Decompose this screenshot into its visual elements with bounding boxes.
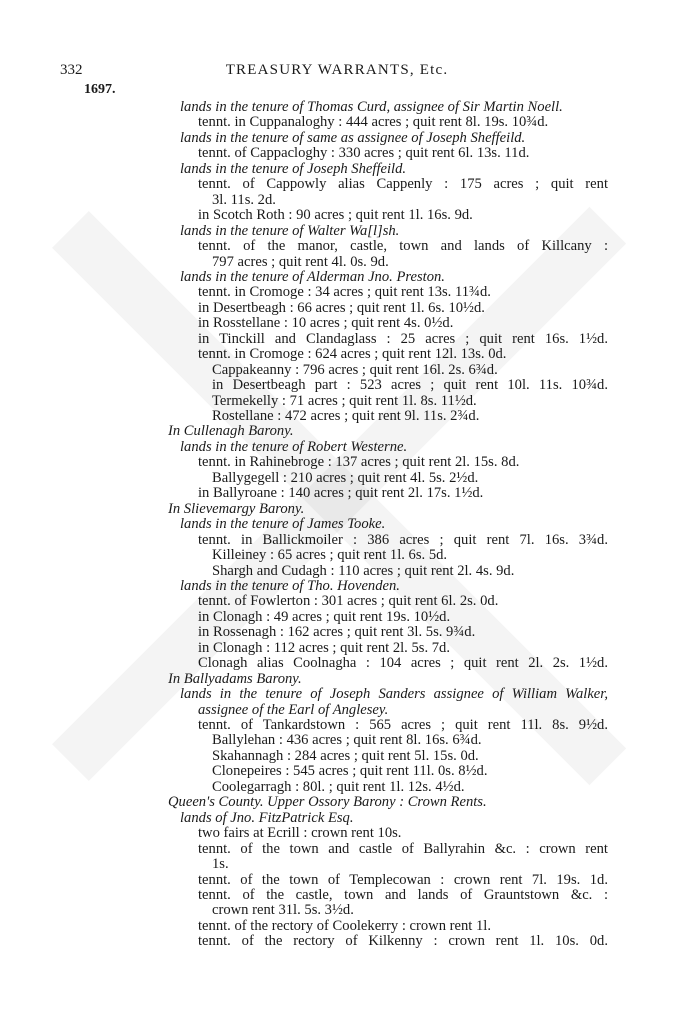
text-line: Clonagh alias Coolnagha : 104 acres ; quit rent 2l. 2s. 1½d. xyxy=(198,655,608,672)
year-margin-note: 1697. xyxy=(84,82,116,97)
text-line: crown rent 31l. 5s. 3½d. xyxy=(212,902,354,919)
text-line: tennt. of Cappowly alias Cappenly : 175 acres ; quit rent xyxy=(198,176,608,193)
text-line: In Cullenagh Barony. xyxy=(168,423,294,440)
text-line: in Clonagh : 49 acres ; quit rent 19s. 10½d. xyxy=(198,608,451,625)
text-line: 797 acres ; quit rent 4l. 0s. 9d. xyxy=(212,253,389,270)
text-line: Termekelly : 71 acres ; quit rent 1l. 8s. 11½d. xyxy=(212,392,477,409)
text-line: Clonepeires : 545 acres ; quit rent 11l. 0s. 8½d. xyxy=(212,763,488,780)
text-line: in Tinckill and Clandaglass : 25 acres ; quit rent 16s. 1½d. xyxy=(198,330,608,347)
text-line: 3l. 11s. 2d. xyxy=(212,191,276,208)
text-line: lands in the tenure of Alderman Jno. Preston. xyxy=(180,268,445,285)
text-line: in Ballyroane : 140 acres ; quit rent 2l. 17s. 1½d. xyxy=(198,485,484,502)
text-line: tennt. in Rahinebroge : 137 acres ; quit rent 2l. 15s. 8d. xyxy=(198,454,520,471)
text-line: tennt. of the manor, castle, town and lands of Killcany : xyxy=(198,238,608,255)
text-line: tennt. in Ballickmoiler : 386 acres ; quit rent 7l. 16s. 3¾d. xyxy=(198,531,608,548)
text-line: tennt. of the rectory of Coolekerry : crown rent 1l. xyxy=(198,917,491,934)
text-line: Queen's County. Upper Ossory Barony : Crown Rents. xyxy=(168,794,487,811)
text-line: Shargh and Cudagh : 110 acres ; quit rent 2l. 4s. 9d. xyxy=(212,562,515,579)
text-line: lands of Jno. FitzPatrick Esq. xyxy=(180,809,354,826)
text-line: in Rosstellane : 10 acres ; quit rent 4s. 0½d. xyxy=(198,315,454,332)
text-line: Coolegarragh : 80l. ; quit rent 1l. 12s. 4½d. xyxy=(212,778,465,795)
text-line: lands in the tenure of same as assignee of Joseph Sheffeild. xyxy=(180,129,526,146)
text-line: Ballygegell : 210 acres ; quit rent 4l. 5s. 2½d. xyxy=(212,469,479,486)
text-line: tennt. of Cappacloghy : 330 acres ; quit rent 6l. 13s. 11d. xyxy=(198,145,530,162)
text-line: in Rossenagh : 162 acres ; quit rent 3l. 5s. 9¾d. xyxy=(198,624,476,641)
text-line: lands in the tenure of Joseph Sanders assignee of William Walker, xyxy=(180,686,608,703)
text-line: In Slievemargy Barony. xyxy=(168,500,305,517)
text-line: in Clonagh : 112 acres ; quit rent 2l. 5s. 7d. xyxy=(198,639,450,656)
text-line: lands in the tenure of Robert Westerne. xyxy=(180,438,408,455)
text-line: tennt. of the castle, town and lands of Grauntstown &c. : xyxy=(198,886,608,903)
text-line: Ballylehan : 436 acres ; quit rent 8l. 16s. 6¾d. xyxy=(212,732,482,749)
running-title: TREASURY WARRANTS, Etc. xyxy=(225,62,449,78)
text-line: tennt. of the town and castle of Ballyrahin &c. : crown rent xyxy=(198,840,608,857)
text-line: In Ballyadams Barony. xyxy=(168,670,302,687)
text-line: Skahannagh : 284 acres ; quit rent 5l. 15s. 0d. xyxy=(212,747,479,764)
text-line: tennt. in Cromoge : 624 acres ; quit rent 12l. 13s. 0d. xyxy=(198,346,507,363)
text-line: tennt. of the rectory of Kilkenny : crown rent 1l. 10s. 0d. xyxy=(198,933,608,950)
text-line: lands in the tenure of Walter Wa[l]sh. xyxy=(180,222,400,239)
text-line: lands in the tenure of Thomas Curd, assignee of Sir Martin Noell. xyxy=(180,99,563,115)
text-line: lands in the tenure of James Tooke. xyxy=(180,516,386,533)
text-line: Killeiney : 65 acres ; quit rent 1l. 6s. 5d. xyxy=(212,547,448,564)
text-line: in Scotch Roth : 90 acres ; quit rent 1l. 16s. 9d. xyxy=(198,207,473,224)
text-line: assignee of the Earl of Anglesey. xyxy=(198,701,389,718)
text-line: Cappakeanny : 796 acres ; quit rent 16l. 2s. 6¾d. xyxy=(212,361,498,378)
page-number: 332 xyxy=(60,62,83,78)
text-line: tennt. of the town of Templecowan : crown rent 7l. 19s. 1d. xyxy=(198,871,608,888)
text-line: in Desertbeagh part : 523 acres ; quit rent 10l. 11s. 10¾d. xyxy=(212,377,608,394)
text-line: tennt. of Tankardstown : 565 acres ; quit rent 11l. 8s. 9½d. xyxy=(198,717,608,733)
page-header xyxy=(0,62,674,84)
text-line: tennt. in Cromoge : 34 acres ; quit rent 13s. 11¾d. xyxy=(198,284,491,301)
text-line: Rostellane : 472 acres ; quit rent 9l. 11s. 2¾d. xyxy=(212,408,480,424)
text-line: tennt. in Cuppanaloghy : 444 acres ; quit rent 8l. 19s. 10¾d. xyxy=(198,114,549,131)
text-line: lands in the tenure of Tho. Hovenden. xyxy=(180,577,400,594)
text-line: in Desertbeagh : 66 acres ; quit rent 1l. 6s. 10½d. xyxy=(198,299,485,316)
text-line: tennt. of Fowlerton : 301 acres ; quit rent 6l. 2s. 0d. xyxy=(198,593,499,610)
text-line: lands in the tenure of Joseph Sheffeild. xyxy=(180,160,407,177)
text-line: two fairs at Ecrill : crown rent 10s. xyxy=(198,825,402,842)
text-line: 1s. xyxy=(212,856,229,873)
